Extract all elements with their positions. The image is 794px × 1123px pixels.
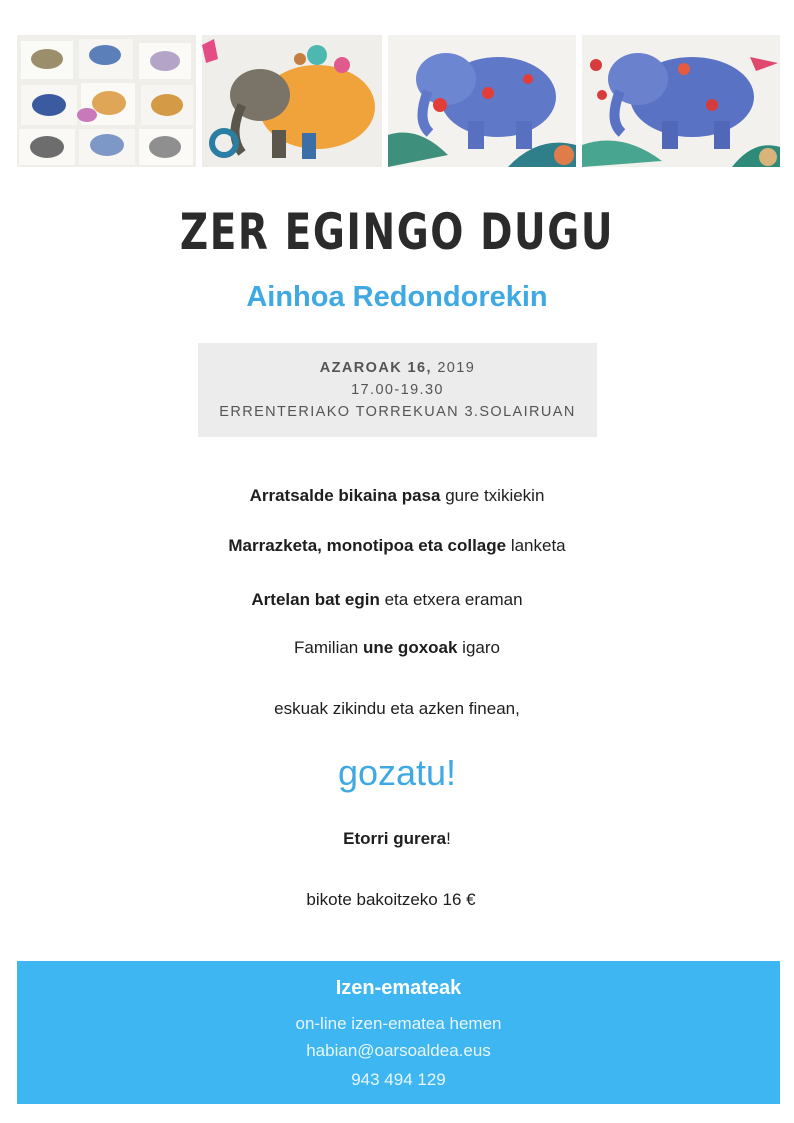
phone-number: 943 494 129 [351,1070,446,1089]
elephant-drawings-photo-icon [17,35,196,167]
body-line: Familian une goxoak igaro [294,638,500,657]
body-line: Marrazketa, monotipoa eta collage lanketa [228,536,566,555]
page-subtitle: Ainhoa Redondorekin [246,281,548,313]
event-date: AZAROAK 16, 2019 [319,360,476,376]
footer-title: Izen-emateak [335,977,462,999]
event-time: 17.00-19.30 [351,382,444,398]
highlight-text: gozatu! [337,752,457,793]
registration-footer [17,961,780,1104]
body-line: Artelan bat egin eta etxera eraman [251,590,523,609]
blue-elephant-painting-photo-icon [582,35,780,167]
online-registration-link[interactable]: on-line izen-ematea hemen [295,1014,502,1033]
elephant-collage-photo-icon [202,35,382,167]
page-title: ZER EGINGO DUGU [179,203,615,261]
event-info-box [198,343,597,437]
photo-strip [17,35,780,167]
event-place: ERRENTERIAKO TORREKUAN 3.SOLAIRUAN [219,404,576,420]
body-line: Arratsalde bikaina pasa gure txikiekin [249,486,545,505]
body-line: Etorri gurera! [343,829,451,848]
email-link[interactable]: habian@oarsoaldea.eus [306,1041,491,1060]
blue-elephant-collage-photo-icon [388,35,576,167]
body-line: eskuak zikindu eta azken finean, [274,699,520,718]
price-line: bikote bakoitzeko 16 € [306,890,476,909]
